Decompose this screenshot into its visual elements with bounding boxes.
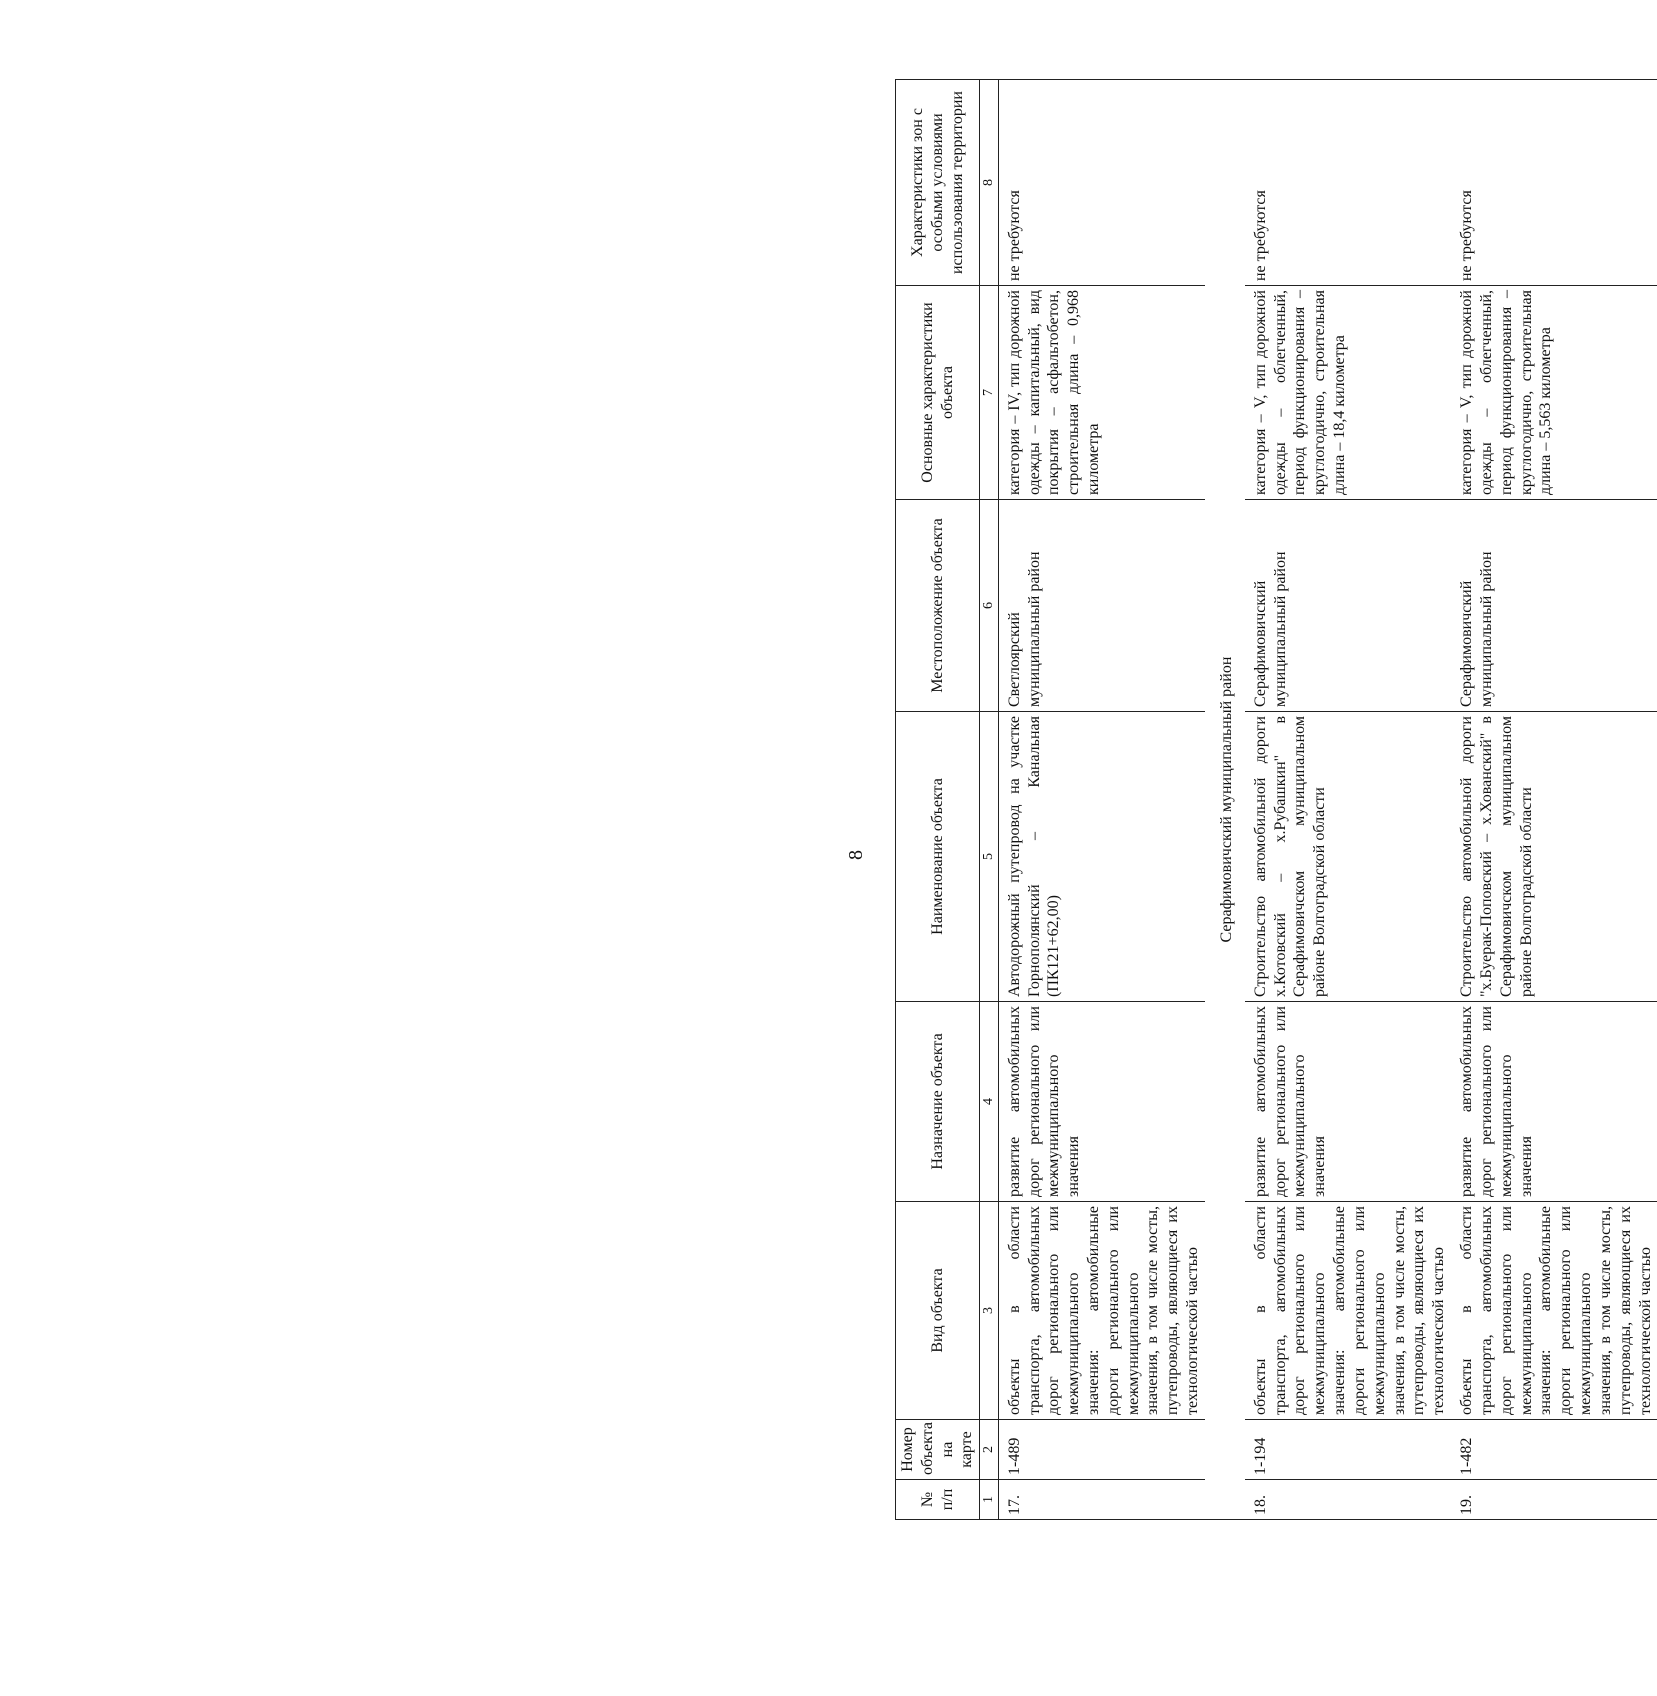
row-map-number: 1-482 [1451, 1420, 1657, 1480]
rotated-content [135, 80, 1654, 1520]
header-characteristics: Основные характеристики объекта [896, 286, 980, 500]
row-map-number: 1-489 [998, 1420, 1205, 1480]
table-row [998, 80, 1205, 1520]
header-map: Номер объекта на карте [896, 1420, 980, 1480]
header-zones: Характеристики зон с особыми условиями использования территории [896, 80, 980, 286]
row-name: Автодорожный путепровод на участке Горнополянский – Канальная (ПК121+62,00) [998, 712, 1205, 1002]
section-row [1205, 80, 1245, 1520]
row-location: Серафимовичский муниципальный район [1245, 500, 1451, 712]
row-location: Светлоярский муниципальный район [998, 500, 1205, 712]
column-number: 5 [980, 712, 998, 1002]
row-number: 17. [998, 1480, 1205, 1520]
header-location: Местоположение объекта [896, 500, 980, 712]
row-zones: не требуются [998, 80, 1205, 286]
column-number: 2 [980, 1420, 998, 1480]
header-name: Наименование объекта [896, 712, 980, 1002]
row-purpose: развитие автомобильных дорог регионального или межмуниципального значения [1451, 1002, 1657, 1202]
row-characteristics: категория – V, тип дорожной одежды – облегченный, период функционирования – круглогодично, строительная длина – 5,563 километра [1451, 286, 1657, 500]
column-numbers-row [980, 80, 998, 1520]
table-row [1451, 80, 1657, 1520]
row-location: Серафимовичский муниципальный район [1451, 500, 1657, 712]
column-number: 6 [980, 500, 998, 712]
row-zones: не требуются [1245, 80, 1451, 286]
column-number: 7 [980, 286, 998, 500]
row-number: 19. [1451, 1480, 1657, 1520]
row-zones: не требуются [1451, 80, 1657, 286]
objects-table [895, 79, 1657, 1520]
column-number: 1 [980, 1480, 998, 1520]
header-num: № п/п [896, 1480, 980, 1520]
row-purpose: развитие автомобильных дорог регионального или межмуниципального значения [1245, 1002, 1451, 1202]
row-kind: объекты в области транспорта, автомобильных дорог регионального или межмуниципального значения: автомобильные дороги регионального или межмуниципального значения, в том числе мосты, путепроводы, являющиеся их технологической частью [1451, 1202, 1657, 1420]
row-number: 18. [1245, 1480, 1451, 1520]
row-map-number: 1-194 [1245, 1420, 1451, 1480]
row-kind: объекты в области транспорта, автомобильных дорог регионального или межмуниципального значения: автомобильные дороги регионального или межмуниципального значения, в том числе мосты, путепроводы, являющиеся их технологической частью [1245, 1202, 1451, 1420]
row-name: Строительство автомобильной дороги х.Котовский – х.Рубашкин" в Серафимовичском муниципальном районе Волгоградской области [1245, 712, 1451, 1002]
row-purpose: развитие автомобильных дорог регионального или межмуниципального значения [998, 1002, 1205, 1202]
row-kind: объекты в области транспорта, автомобильных дорог регионального или межмуниципального значения: автомобильные дороги регионального или межмуниципального значения, в том числе мосты, путепроводы, являющиеся их технологической частью [998, 1202, 1205, 1420]
header-kind: Вид объекта [896, 1202, 980, 1420]
row-name: Строительство автомобильной дороги "х.Буерак-Поповский – х.Хованский" в Серафимовичском муниципальном районе Волгоградской области [1451, 712, 1657, 1002]
row-characteristics: категория – V, тип дорожной одежды – облегченный, период функционирования – круглогодично, строительная длина – 18,4 километра [1245, 286, 1451, 500]
row-characteristics: категория – IV, тип дорожной одежды – капитальный, вид покрытия – асфальтобетон, строительная длина – 0,968 километра [998, 286, 1205, 500]
column-number: 3 [980, 1202, 998, 1420]
section-title: Серафимовичский муниципальный район [1205, 80, 1245, 1520]
column-number: 4 [980, 1002, 998, 1202]
header-purpose: Назначение объекта [896, 1002, 980, 1202]
header-row [896, 80, 980, 1520]
column-number: 8 [980, 80, 998, 286]
page-number: 8 [845, 850, 867, 860]
table-row [1245, 80, 1451, 1520]
